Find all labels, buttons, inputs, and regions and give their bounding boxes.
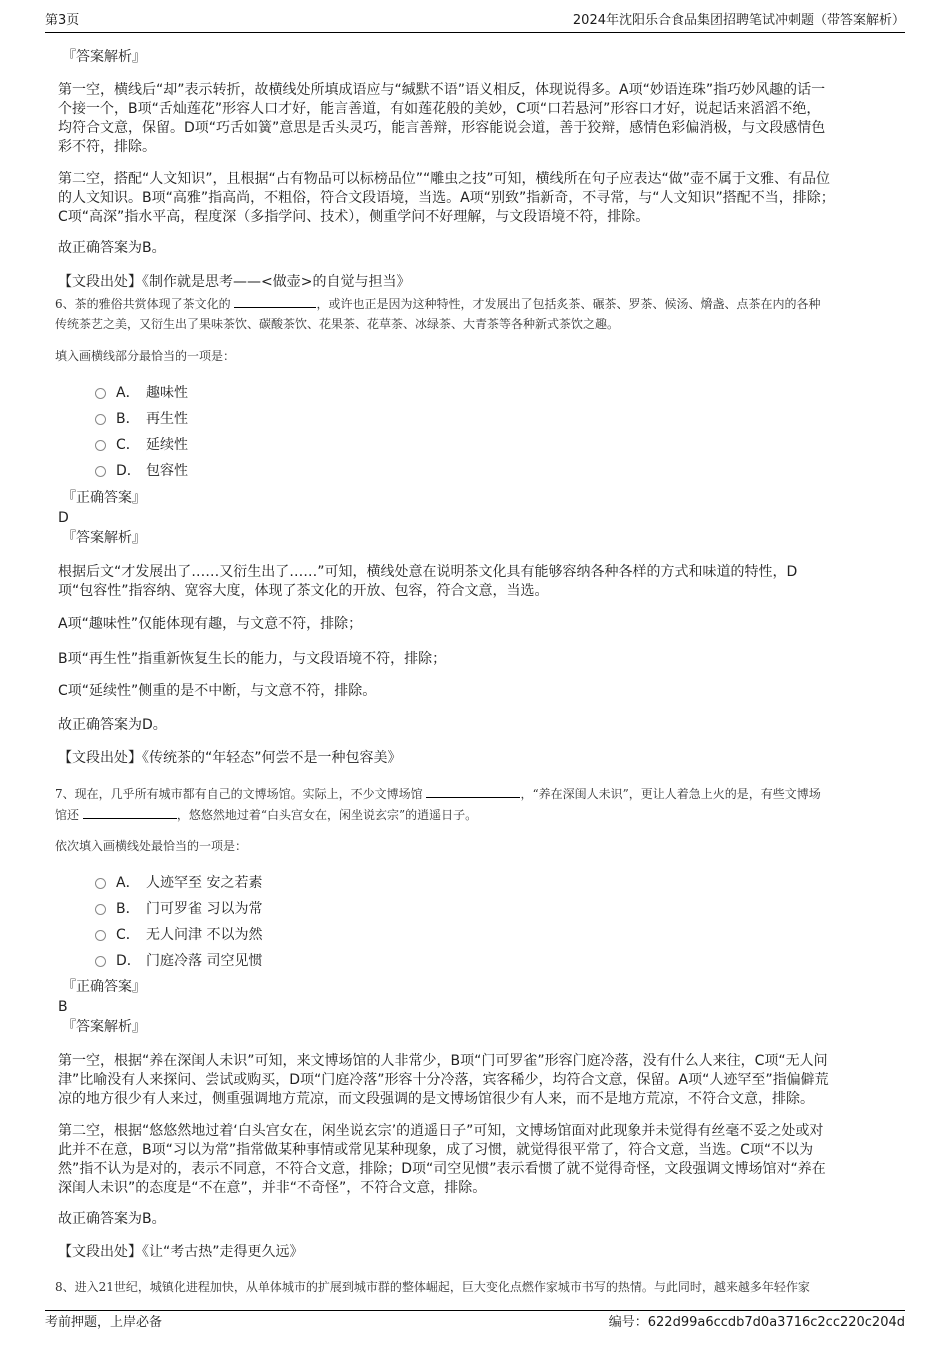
option-text: 门可罗雀 习以为常 <box>146 901 263 917</box>
radio-button[interactable] <box>95 440 106 451</box>
answer-label: 『正确答案』 <box>62 490 146 506</box>
radio-button[interactable] <box>95 466 106 477</box>
option-b[interactable] <box>95 899 262 919</box>
text-line: 然”指不认为是对的，表示不同意，不符合文意，排除；D项“司空见惯”表示看惯了就不觉得奇怪，文段强调文博场馆对“养在 <box>58 1161 826 1177</box>
analysis-paragraph-2 <box>58 1122 826 1198</box>
text-line: 彩不符，排除。 <box>58 139 156 155</box>
option-text: 趣味性 <box>146 385 188 401</box>
option-text: 包容性 <box>146 463 188 479</box>
fill-blank <box>83 804 177 819</box>
question-6-stem <box>55 293 820 334</box>
option-a[interactable] <box>95 873 262 893</box>
radio-button[interactable] <box>95 414 106 425</box>
option-letter: B． <box>116 411 140 427</box>
analysis-paragraph-1 <box>58 563 797 601</box>
analysis-label: 『答案解析』 <box>62 1019 146 1035</box>
text-line: 第一空，横线后“却”表示转折，故横线处所填成语应与“缄默不语”语义相反，体现说得多。A项“妙语连珠”指巧妙风趣的话一 <box>58 82 826 98</box>
radio-button[interactable] <box>95 878 106 889</box>
analysis-option-b: B项“再生性”指重新恢复生长的能力，与文段语境不符，排除； <box>58 651 447 667</box>
analysis-label: 『答案解析』 <box>62 49 146 65</box>
page-footer <box>45 1310 905 1331</box>
analysis-option-c: C项“延续性”侧重的是不中断，与文意不符，排除。 <box>58 683 377 699</box>
option-d[interactable] <box>95 461 188 481</box>
answer-label: 『正确答案』 <box>62 979 146 995</box>
source-citation: 【文段出处】《传统茶的“年轻态”何尝不是一种包容美》 <box>58 750 402 766</box>
option-letter: D． <box>116 463 141 479</box>
text-line: 此并不在意，B项“习以为常”指常做某种事情或常见某种现象，成了习惯，就觉得很平常了，符合文意，当选。C项“不以为 <box>58 1142 814 1158</box>
text-line: 第二空，根据“悠悠然地过着‘白头宫女在，闲坐说玄宗’的逍遥日子”可知，文博场馆面对此现象并未觉得有丝毫不妥之处或对 <box>58 1123 824 1139</box>
text-line: 第一空，根据“养在深闺人未识”可知，来文博场馆的人非常少，B项“门可罗雀”形容门庭冷落，没有什么人来往，C项“无人问 <box>58 1053 828 1069</box>
analysis-paragraph-1 <box>58 1052 829 1109</box>
stem-text: 馆还 <box>55 808 83 822</box>
option-letter: C． <box>116 927 140 943</box>
conclusion: 故正确答案为B。 <box>58 240 166 256</box>
option-c[interactable] <box>95 925 262 945</box>
text-line: 第二空，搭配“人文知识”，且根据“占有物品可以标榜品位”“雕虫之技”可知，横线所在句子应表达“做”壶不属于文雅、有品位 <box>58 171 831 187</box>
option-text: 门庭冷落 司空见惯 <box>146 953 263 969</box>
analysis-paragraph-2 <box>58 170 835 227</box>
option-text: 再生性 <box>146 411 188 427</box>
stem-text: 传统茶艺之美，又衍生出了果味茶饮、碳酸茶饮、花果茶、花草茶、冰绿茶、大青茶等各种新式茶饮之趣。 <box>55 317 620 331</box>
radio-button[interactable] <box>95 930 106 941</box>
question-8-stem: 8、进入21世纪，城镇化进程加快，从单体城市的扩展到城市群的整体崛起，巨大变化点燃作家城市书写的热情。与此同时，越来越多年轻作家 <box>55 1280 810 1294</box>
conclusion: 故正确答案为B。 <box>58 1211 166 1227</box>
option-letter: B． <box>116 901 140 917</box>
text-line: 津”比喻没有人来探问、尝试或购买，D项“门庭冷落”形容十分冷落，宾客稀少，均符合文意，保留。A项“人迹罕至”指偏僻荒 <box>58 1072 829 1088</box>
text-line: 个接一个，B项“舌灿莲花”形容人口才好，能言善道，有如莲花般的美妙，C项“口若悬河”形容口才好，说起话来滔滔不绝， <box>58 101 821 117</box>
question-6-prompt: 填入画横线部分最恰当的一项是： <box>55 349 236 363</box>
question-7-stem <box>55 783 821 825</box>
option-letter: A． <box>116 385 140 401</box>
document-code: 编号：622d99a6ccdb7d0a3716c2cc220c204d <box>608 1315 905 1330</box>
question-7-prompt: 依次填入画横线处最恰当的一项是： <box>55 839 248 853</box>
option-text: 人迹罕至 安之若素 <box>146 875 263 891</box>
fill-blank <box>234 293 316 308</box>
text-line: 深闺人未识”的态度是“不在意”，并非“不奇怪”，不符合文意，排除。 <box>58 1180 487 1196</box>
option-text: 延续性 <box>146 437 188 453</box>
text-line: 均符合文意，保留。D项“巧舌如簧”意思是舌头灵巧，能言善辩，形容能说会道，善于狡辩，感情色彩偏消极，与文段感情色 <box>58 120 826 136</box>
source-citation: 【文段出处】《制作就是思考——<做壶>的自觉与担当》 <box>58 274 411 290</box>
text-line: C项“高深”指水平高，程度深（多指学问、技术），侧重学问不好理解，与文段语境不符，排除。 <box>58 209 650 225</box>
source-citation: 【文段出处】《让“考古热”走得更久远》 <box>58 1244 304 1260</box>
stem-text: 6、茶的雅俗共赏体现了茶文化的 <box>55 297 235 311</box>
analysis-option-a: A项“趣味性”仅能体现有趣，与文意不符，排除； <box>58 616 363 632</box>
page-number: 第3页 <box>45 13 80 28</box>
footer-slogan: 考前押题，上岸必备 <box>45 1315 163 1330</box>
option-a[interactable] <box>95 383 188 403</box>
analysis-paragraph-1 <box>58 81 825 157</box>
answer-value: B <box>58 999 68 1015</box>
stem-text: ，“养在深闺人未识”，更让人着急上火的是，有些文博场 <box>520 787 821 801</box>
option-d[interactable] <box>95 951 262 971</box>
radio-button[interactable] <box>95 904 106 915</box>
stem-text: ，悠悠然地过着“白头宫女在，闲坐说玄宗”的逍遥日子。 <box>176 808 478 822</box>
option-letter: D． <box>116 953 141 969</box>
text-line: 凉的地方很少有人来过，侧重强调地方荒凉，而文段强调的是文博场馆很少有人来，而不是地方荒凉，不符合文意，排除。 <box>58 1091 814 1107</box>
option-text: 无人问津 不以为然 <box>146 927 263 943</box>
option-b[interactable] <box>95 409 188 429</box>
document-title: 2024年沈阳乐合食品集团招聘笔试冲刺题（带答案解析） <box>572 13 905 28</box>
page-header <box>45 12 905 33</box>
radio-button[interactable] <box>95 388 106 399</box>
option-c[interactable] <box>95 435 188 455</box>
answer-value: D <box>58 510 69 526</box>
fill-blank <box>426 783 520 798</box>
radio-button[interactable] <box>95 956 106 967</box>
stem-text: 7、现在，几乎所有城市都有自己的文博场馆。实际上，不少文博场馆 <box>55 787 427 801</box>
stem-text: ，或许也正是因为这种特性，才发展出了包括炙茶、碾茶、罗茶、候汤、熁盏、点茶在内的各种 <box>316 297 821 311</box>
analysis-label: 『答案解析』 <box>62 530 146 546</box>
text-line: 的人文知识。B项“高雅”指高尚，不粗俗，符合文段语境，当选。A项“别致”指新奇，不寻常，与“人文知识”搭配不当，排除； <box>58 190 835 206</box>
text-line: 项“包容性”指容纳、宽容大度，体现了茶文化的开放、包容，符合文意，当选。 <box>58 583 549 599</box>
text-line: 根据后文“才发展出了……又衍生出了……”可知，横线处意在说明茶文化具有能够容纳各种各样的方式和味道的特性，D <box>58 564 798 580</box>
option-letter: C． <box>116 437 140 453</box>
option-letter: A． <box>116 875 140 891</box>
conclusion: 故正确答案为D。 <box>58 717 167 733</box>
